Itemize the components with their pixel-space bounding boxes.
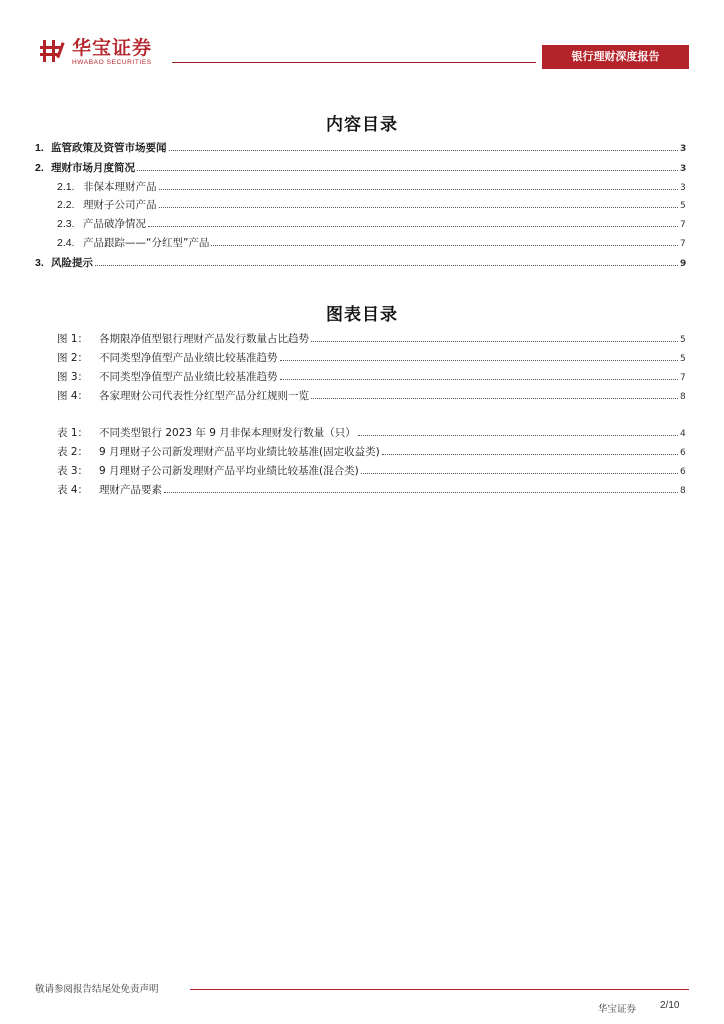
toc-item-1[interactable]: 1. 监管政策及资管市场要闻 3 <box>35 142 687 154</box>
figures-title: 图表目录 <box>326 305 398 325</box>
figure-item-4[interactable]: 图 4： 各家理财公司代表性分红型产品分红规则一览 8 <box>57 390 686 402</box>
toc-item-2[interactable]: 2. 理财市场月度简况 3 <box>35 162 687 174</box>
table-item-4[interactable]: 表 4： 理财产品要素 8 <box>57 484 686 496</box>
header-divider <box>172 62 536 63</box>
table-item-2[interactable]: 表 2： 9 月理财子公司新发理财产品平均业绩比较基准(固定收益类) 6 <box>57 446 686 458</box>
toc-item-2-2[interactable]: 2.2. 理财子公司产品 5 <box>57 199 686 211</box>
toc-item-2-3[interactable]: 2.3. 产品破净情况 7 <box>57 218 686 230</box>
toc-item-3[interactable]: 3. 风险提示 9 <box>35 257 687 269</box>
logo-english-name: HWABAO SECURITIES <box>72 59 152 66</box>
table-item-1[interactable]: 表 1： 不同类型银行 2023 年 9 月非保本理财发行数量（只） 4 <box>57 427 686 439</box>
hwabao-logo-icon <box>40 38 66 64</box>
logo-chinese-name: 华宝证券 <box>72 37 153 59</box>
company-logo <box>40 38 170 68</box>
toc-item-2-1[interactable]: 2.1. 非保本理财产品 3 <box>57 181 686 193</box>
figure-item-3[interactable]: 图 3： 不同类型净值型产品业绩比较基准趋势 7 <box>57 371 686 383</box>
disclaimer-note: 敬请参阅报告结尾处免责声明 <box>35 984 159 995</box>
toc-item-2-4[interactable]: 2.4. 产品跟踪——“分红型”产品 7 <box>57 237 686 249</box>
figure-item-1[interactable]: 图 1： 各期限净值型银行理财产品发行数量占比趋势 5 <box>57 333 686 345</box>
figure-item-2[interactable]: 图 2： 不同类型净值型产品业绩比较基准趋势 5 <box>57 352 686 364</box>
table-item-3[interactable]: 表 3： 9 月理财子公司新发理财产品平均业绩比较基准(混合类) 6 <box>57 465 686 477</box>
toc-title: 内容目录 <box>326 115 398 135</box>
footer-brand: 华宝证券 <box>598 1004 637 1015</box>
footer-divider <box>190 989 689 990</box>
page-number: 2/10 <box>660 1000 680 1011</box>
report-type-badge: 银行理财深度报告 <box>542 45 689 69</box>
